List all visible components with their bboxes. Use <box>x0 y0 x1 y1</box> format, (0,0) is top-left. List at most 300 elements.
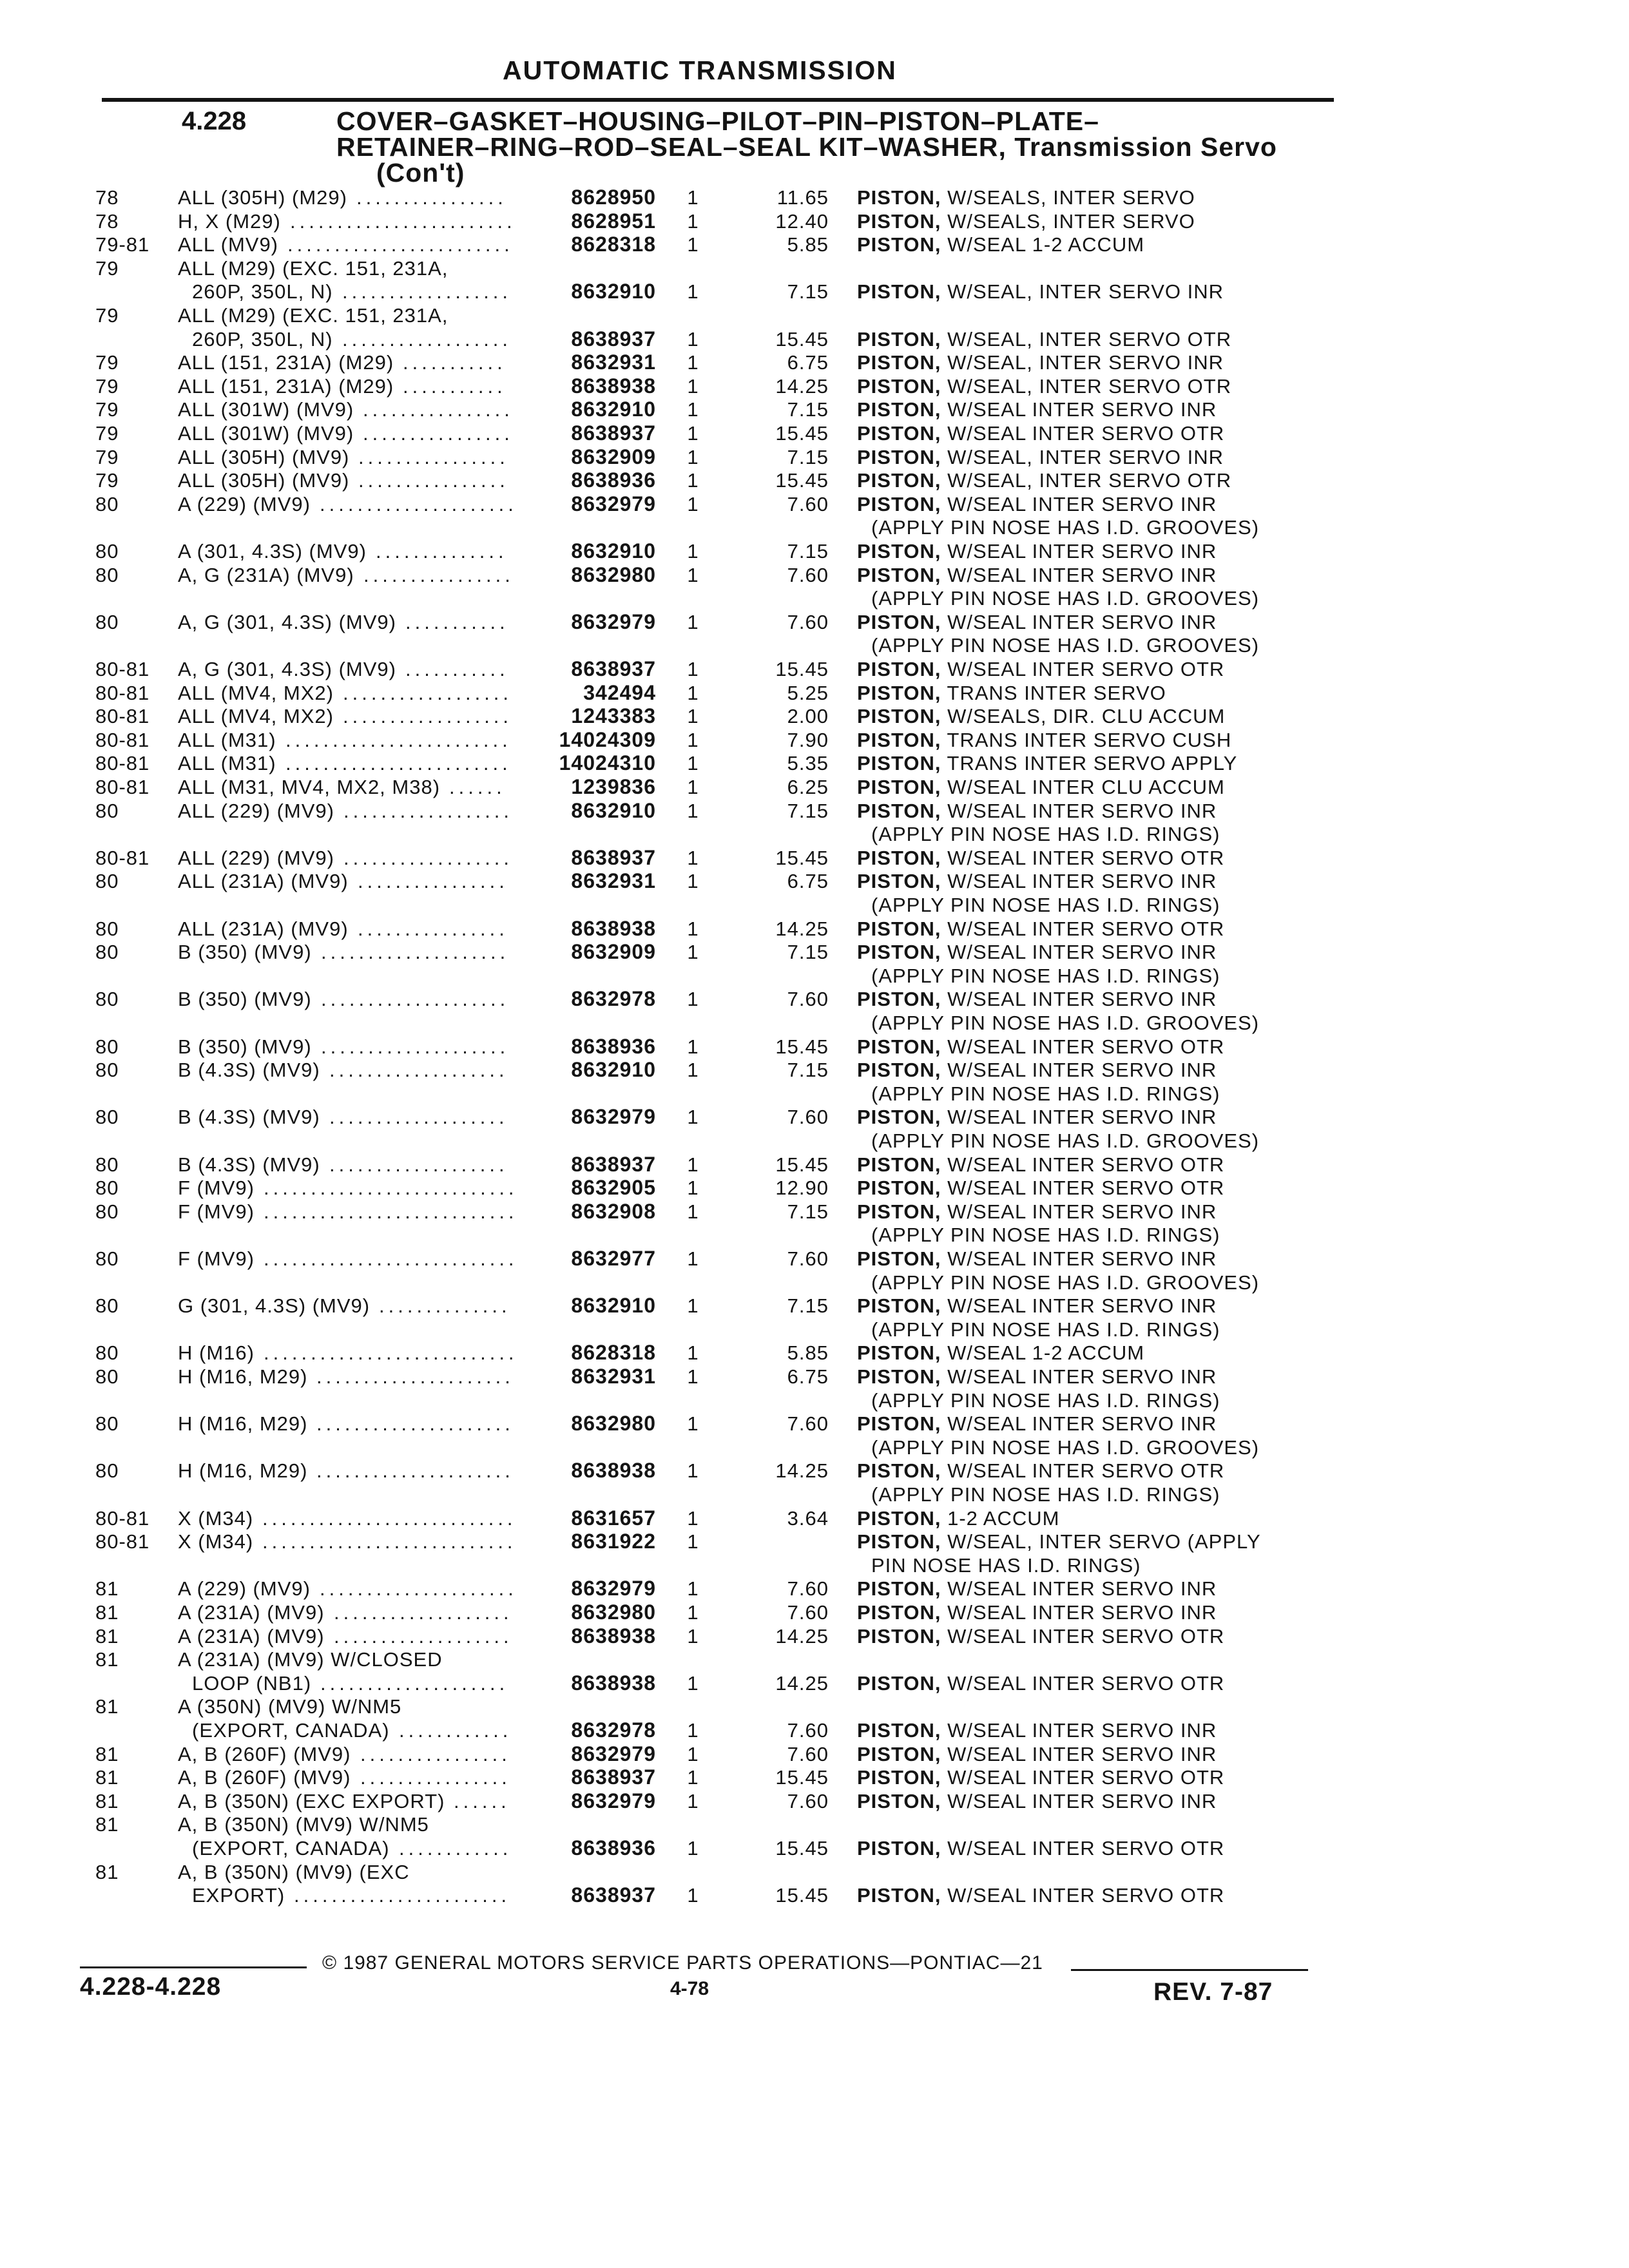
quantity: 1 <box>687 1624 699 1648</box>
application: A, G (301, 4.3S) (MV9) <box>178 658 396 680</box>
table-row <box>0 1765 1629 1789</box>
description: PISTON, W/SEAL 1-2 ACCUM <box>857 1341 1145 1365</box>
application: A, G (301, 4.3S) (MV9) <box>178 610 396 633</box>
part-number: 8632910 <box>571 1058 656 1082</box>
section-number: 4.228 <box>182 107 247 135</box>
application: A (350N) (MV9) W/NM5 <box>178 1695 402 1718</box>
price: 5.85 <box>787 1341 829 1365</box>
table-row <box>0 1718 1629 1742</box>
leader-dots: .................. <box>343 799 514 822</box>
part-number: 8632910 <box>571 398 656 421</box>
ref-number: 80 <box>95 1459 119 1483</box>
footer-rule-left <box>80 1966 307 1968</box>
quantity: 1 <box>687 1719 699 1742</box>
part-number: 8638937 <box>571 1883 656 1907</box>
ref-number: 80 <box>95 563 119 586</box>
table-row <box>0 233 1629 256</box>
quantity: 1 <box>687 398 699 421</box>
leader-dots: ........................ <box>287 233 514 256</box>
table-row <box>0 1176 1629 1200</box>
ref-number: 80-81 <box>95 658 150 680</box>
leader-dots: ................ <box>360 1766 511 1789</box>
quantity: 1 <box>687 374 699 398</box>
leader-dots: .................. <box>343 705 513 728</box>
ref-number: 80 <box>95 1177 119 1200</box>
table-row <box>0 186 1629 209</box>
table-row <box>0 351 1629 374</box>
section-title <box>336 108 1342 186</box>
table-row <box>0 1200 1629 1224</box>
price: 5.25 <box>787 681 829 704</box>
table-row <box>0 209 1629 233</box>
price: 15.45 <box>775 1766 829 1789</box>
leader-dots: ........... <box>405 658 509 680</box>
description: (APPLY PIN NOSE HAS I.D. RINGS) <box>871 1483 1220 1506</box>
application: F (MV9) <box>178 1177 255 1200</box>
application: ALL (M29) (EXC. 151, 231A, <box>178 304 448 327</box>
quantity: 1 <box>687 233 699 256</box>
application: ALL (MV4, MX2) <box>178 705 334 728</box>
table-row <box>0 492 1629 516</box>
part-number: 8638937 <box>571 1152 656 1176</box>
table-row <box>0 1294 1629 1318</box>
application: ALL (M31) <box>178 728 276 751</box>
table-row <box>0 1883 1629 1907</box>
application: F (MV9) <box>178 1247 255 1270</box>
description: PISTON, W/SEAL INTER CLU ACCUM <box>857 776 1225 798</box>
part-number: 8632910 <box>571 280 656 303</box>
quantity: 1 <box>687 1106 699 1129</box>
table-row <box>0 987 1629 1011</box>
ref-number: 80 <box>95 1365 119 1388</box>
quantity: 1 <box>687 563 699 586</box>
ref-number: 81 <box>95 1601 119 1624</box>
quantity: 1 <box>687 610 699 633</box>
price: 2.00 <box>787 705 829 728</box>
leader-dots: ............ <box>399 1719 512 1742</box>
description: PISTON, W/SEAL INTER SERVO INR <box>857 1789 1217 1812</box>
table-row <box>0 1058 1629 1082</box>
part-number: 8638938 <box>571 1624 656 1648</box>
quantity: 1 <box>687 1577 699 1600</box>
price: 14.25 <box>775 917 829 940</box>
application: ALL (MV9) <box>178 233 279 256</box>
part-number: 8638937 <box>571 657 656 680</box>
table-row <box>0 1459 1629 1483</box>
price: 6.75 <box>787 1365 829 1388</box>
part-number: 8632910 <box>571 798 656 822</box>
ref-number: 79 <box>95 398 119 421</box>
page-number: 4-78 <box>670 1978 709 1999</box>
application: A (231A) (MV9) W/CLOSED <box>178 1648 443 1671</box>
ref-number: 79 <box>95 256 119 280</box>
leader-dots: ................ <box>363 422 514 445</box>
leader-dots: ............ <box>399 1837 512 1860</box>
part-number: 8632979 <box>571 1105 656 1129</box>
description: PISTON, W/SEAL, INTER SERVO (APPLY <box>857 1530 1261 1553</box>
quantity: 1 <box>687 752 699 775</box>
table-row <box>0 1129 1629 1153</box>
quantity: 1 <box>687 445 699 468</box>
leader-dots: ................ <box>363 398 514 421</box>
table-row <box>0 1671 1629 1695</box>
price: 14.25 <box>775 1624 829 1648</box>
table-row <box>0 1695 1629 1718</box>
table-row <box>0 1530 1629 1553</box>
part-number: 8632909 <box>571 445 656 468</box>
copyright-line: © 1987 GENERAL MOTORS SERVICE PARTS OPERATIONS—PONTIAC—21 <box>322 1952 1043 1974</box>
ref-number: 79 <box>95 374 119 398</box>
description: PISTON, W/SEAL, INTER SERVO OTR <box>857 374 1232 398</box>
leader-dots: .................... <box>320 1671 509 1695</box>
ref-number: 80 <box>95 492 119 515</box>
section-title-line: RETAINER–RING–ROD–SEAL–SEAL KIT–WASHER, Transmission Servo <box>336 132 1277 162</box>
part-number: 8638936 <box>571 1034 656 1058</box>
leader-dots: ........... <box>405 610 509 633</box>
price: 7.60 <box>787 563 829 586</box>
application: A, B (260F) (MV9) <box>178 1766 351 1789</box>
application: A (231A) (MV9) <box>178 1624 325 1648</box>
ref-number: 81 <box>95 1648 119 1671</box>
part-number: 8632979 <box>571 1789 656 1812</box>
table-row <box>0 846 1629 870</box>
table-row <box>0 1836 1629 1860</box>
application: ALL (M31) <box>178 752 276 775</box>
description: (APPLY PIN NOSE HAS I.D. RINGS) <box>871 964 1220 987</box>
description: PISTON, W/SEALS, INTER SERVO <box>857 209 1195 233</box>
quantity: 1 <box>687 1742 699 1765</box>
quantity: 1 <box>687 941 699 964</box>
part-number: 8632979 <box>571 1742 656 1765</box>
table-row <box>0 280 1629 303</box>
ref-number: 80 <box>95 540 119 562</box>
part-number: 8632909 <box>571 940 656 964</box>
price: 7.15 <box>787 941 829 964</box>
table-row <box>0 1223 1629 1247</box>
price: 6.25 <box>787 776 829 798</box>
quantity: 1 <box>687 705 699 728</box>
quantity: 1 <box>687 1412 699 1436</box>
part-number: 8638937 <box>571 1765 656 1789</box>
quantity: 1 <box>687 1294 699 1318</box>
part-number: 8632978 <box>571 1718 656 1742</box>
price: 7.15 <box>787 799 829 822</box>
table-row <box>0 822 1629 846</box>
part-number: 8638937 <box>571 421 656 445</box>
table-row <box>0 1105 1629 1129</box>
ref-number: 80 <box>95 1341 119 1365</box>
table-row <box>0 681 1629 705</box>
price: 7.60 <box>787 610 829 633</box>
ref-number: 80 <box>95 610 119 633</box>
application: B (4.3S) (MV9) <box>178 1059 320 1082</box>
description: PISTON, W/SEAL INTER SERVO OTR <box>857 422 1225 445</box>
price: 11.65 <box>776 186 829 209</box>
leader-dots: .............. <box>379 1294 511 1318</box>
quantity: 1 <box>687 351 699 374</box>
description: PISTON, W/SEAL INTER SERVO OTR <box>857 658 1225 680</box>
leader-dots: ................ <box>358 917 508 940</box>
table-row <box>0 586 1629 610</box>
price: 14.25 <box>775 374 829 398</box>
ref-number: 81 <box>95 1766 119 1789</box>
part-number: 8632910 <box>571 539 656 562</box>
ref-number: 80 <box>95 870 119 893</box>
quantity: 1 <box>687 1837 699 1860</box>
quantity: 1 <box>687 1459 699 1483</box>
part-number: 8638938 <box>571 1459 656 1483</box>
description: (APPLY PIN NOSE HAS I.D. GROOVES) <box>871 587 1260 610</box>
leader-dots: ................... <box>334 1601 513 1624</box>
price: 7.60 <box>787 988 829 1011</box>
application: ALL (229) (MV9) <box>178 799 334 822</box>
price: 7.15 <box>787 398 829 421</box>
description: PISTON, W/SEAL INTER SERVO INR <box>857 1365 1217 1388</box>
quantity: 1 <box>687 658 699 680</box>
table-row <box>0 1812 1629 1836</box>
leader-dots: ................... <box>329 1106 508 1129</box>
quantity: 1 <box>687 799 699 822</box>
quantity: 1 <box>687 1365 699 1388</box>
application: ALL (231A) (MV9) <box>178 870 349 893</box>
application: ALL (301W) (MV9) <box>178 398 354 421</box>
leader-dots: ...... <box>454 1789 510 1812</box>
quantity: 1 <box>687 1601 699 1624</box>
description: PISTON, W/SEAL INTER SERVO INR <box>857 1059 1217 1082</box>
quantity: 1 <box>687 1884 699 1907</box>
top-rule <box>102 98 1334 102</box>
leader-dots: ..................... <box>320 492 517 515</box>
price: 7.60 <box>787 1789 829 1812</box>
table-row <box>0 1436 1629 1459</box>
leader-dots: ..................... <box>316 1365 514 1388</box>
table-row <box>0 940 1629 964</box>
application: A, B (350N) (EXC EXPORT) <box>178 1789 445 1812</box>
table-row <box>0 1624 1629 1648</box>
price: 15.45 <box>775 469 829 492</box>
description: PISTON, TRANS INTER SERVO <box>857 681 1166 704</box>
quantity: 1 <box>687 1200 699 1223</box>
price: 7.60 <box>787 492 829 515</box>
leader-dots: ........................... <box>264 1247 518 1270</box>
price: 12.90 <box>775 1177 829 1200</box>
ref-number: 80 <box>95 1106 119 1129</box>
quantity: 1 <box>687 1177 699 1200</box>
table-row <box>0 893 1629 917</box>
application: G (301, 4.3S) (MV9) <box>178 1294 371 1318</box>
description: PISTON, W/SEAL INTER SERVO INR <box>857 398 1217 421</box>
leader-dots: ................ <box>360 1742 511 1765</box>
quantity: 1 <box>687 186 699 209</box>
ref-number: 81 <box>95 1577 119 1600</box>
description: PISTON, W/SEAL INTER SERVO INR <box>857 610 1217 633</box>
price: 7.15 <box>787 1059 829 1082</box>
description: PISTON, W/SEAL INTER SERVO OTR <box>857 846 1225 869</box>
part-number: 8632980 <box>571 1412 656 1436</box>
quantity: 1 <box>687 492 699 515</box>
application: ALL (301W) (MV9) <box>178 422 354 445</box>
ref-number: 80-81 <box>95 1530 150 1553</box>
price: 7.15 <box>787 280 829 303</box>
ref-number: 80 <box>95 1247 119 1270</box>
leader-dots: ........................... <box>264 1177 518 1200</box>
application: B (350) (MV9) <box>178 941 312 964</box>
quantity: 1 <box>687 870 699 893</box>
description: PISTON, W/SEAL INTER SERVO INR <box>857 1577 1217 1600</box>
leader-dots: ................... <box>329 1059 508 1082</box>
application: H (M16, M29) <box>178 1412 308 1436</box>
ref-number: 81 <box>95 1813 119 1836</box>
application: A (229) (MV9) <box>178 1577 311 1600</box>
quantity: 1 <box>687 1059 699 1082</box>
part-number: 8638937 <box>571 327 656 351</box>
part-number: 1239836 <box>571 775 656 798</box>
ref-number: 80 <box>95 1153 119 1176</box>
description: (APPLY PIN NOSE HAS I.D. GROOVES) <box>871 1271 1260 1294</box>
part-number: 342494 <box>583 680 656 704</box>
part-number: 8638936 <box>571 1836 656 1860</box>
ref-number: 78 <box>95 186 119 209</box>
part-number: 8632980 <box>571 562 656 586</box>
application: A (229) (MV9) <box>178 492 311 515</box>
leader-dots: .................. <box>343 846 514 869</box>
description: PISTON, W/SEAL, INTER SERVO INR <box>857 445 1224 468</box>
quantity: 1 <box>687 846 699 869</box>
description: PISTON, W/SEAL INTER SERVO INR <box>857 563 1217 586</box>
ref-number: 79 <box>95 469 119 492</box>
application: B (4.3S) (MV9) <box>178 1106 320 1129</box>
price: 7.60 <box>787 1742 829 1765</box>
quantity: 1 <box>687 1671 699 1695</box>
table-row <box>0 1577 1629 1600</box>
footer-rule-right <box>1071 1969 1308 1971</box>
part-number: 8632908 <box>571 1199 656 1223</box>
ref-number: 80-81 <box>95 752 150 775</box>
description: PISTON, W/SEAL INTER SERVO INR <box>857 1742 1217 1765</box>
table-row <box>0 1742 1629 1766</box>
description: PISTON, W/SEAL INTER SERVO OTR <box>857 1837 1225 1860</box>
table-row <box>0 398 1629 421</box>
description: (APPLY PIN NOSE HAS I.D. GROOVES) <box>871 516 1260 539</box>
description: PISTON, W/SEAL INTER SERVO INR <box>857 1601 1217 1624</box>
ref-number: 80 <box>95 1200 119 1223</box>
application: ALL (305H) (MV9) <box>178 469 350 492</box>
ref-number: 78 <box>95 209 119 233</box>
table-row <box>0 539 1629 563</box>
part-number: 8632979 <box>571 492 656 515</box>
quantity: 1 <box>687 422 699 445</box>
application: X (M34) <box>178 1506 254 1530</box>
part-number: 8638938 <box>571 916 656 940</box>
ref-number: 81 <box>95 1624 119 1648</box>
quantity: 1 <box>687 1035 699 1058</box>
quantity: 1 <box>687 327 699 351</box>
part-number: 8632977 <box>571 1247 656 1270</box>
price: 5.85 <box>787 233 829 256</box>
part-number: 8638936 <box>571 468 656 492</box>
table-row <box>0 445 1629 469</box>
description: PISTON, W/SEAL INTER SERVO INR <box>857 1106 1217 1129</box>
leader-dots: ...... <box>449 776 506 798</box>
table-row <box>0 515 1629 539</box>
application: ALL (229) (MV9) <box>178 846 334 869</box>
table-row <box>0 1553 1629 1577</box>
part-number: 8632979 <box>571 1577 656 1600</box>
quantity: 1 <box>687 1153 699 1176</box>
description: PISTON, W/SEAL INTER SERVO INR <box>857 492 1217 515</box>
table-row <box>0 728 1629 752</box>
table-row <box>0 1341 1629 1365</box>
application: H (M16, M29) <box>178 1365 308 1388</box>
table-row <box>0 421 1629 445</box>
price: 7.60 <box>787 1106 829 1129</box>
description: PISTON, W/SEAL INTER SERVO INR <box>857 540 1217 562</box>
table-row <box>0 657 1629 681</box>
application: 260P, 350L, N) <box>192 327 333 351</box>
part-number: 8638938 <box>571 1671 656 1695</box>
table-row <box>0 1600 1629 1624</box>
description: (APPLY PIN NOSE HAS I.D. RINGS) <box>871 823 1220 846</box>
ref-number: 79 <box>95 422 119 445</box>
part-number: 8632980 <box>571 1600 656 1624</box>
quantity: 1 <box>687 280 699 303</box>
description: PISTON, W/SEAL INTER SERVO OTR <box>857 917 1225 940</box>
application: ALL (M31, MV4, MX2, M38) <box>178 776 441 798</box>
leader-dots: ........... <box>403 374 506 398</box>
leader-dots: ..................... <box>320 1577 517 1600</box>
quantity: 1 <box>687 776 699 798</box>
table-row <box>0 1035 1629 1059</box>
price: 7.60 <box>787 1247 829 1270</box>
description: PISTON, W/SEALS, DIR. CLU ACCUM <box>857 705 1226 728</box>
price: 15.45 <box>775 327 829 351</box>
table-row <box>0 704 1629 728</box>
application: H, X (M29) <box>178 209 281 233</box>
price: 15.45 <box>775 846 829 869</box>
ref-number: 80 <box>95 1412 119 1436</box>
table-row <box>0 775 1629 799</box>
table-row <box>0 964 1629 988</box>
quantity: 1 <box>687 988 699 1011</box>
leader-dots: ................ <box>356 186 507 209</box>
description: PISTON, W/SEAL, INTER SERVO INR <box>857 280 1224 303</box>
price: 14.25 <box>775 1671 829 1695</box>
application: ALL (MV4, MX2) <box>178 681 334 704</box>
application: ALL (M29) (EXC. 151, 231A, <box>178 256 448 280</box>
application: A, B (350N) (MV9) (EXC <box>178 1860 410 1883</box>
description: (APPLY PIN NOSE HAS I.D. GROOVES) <box>871 1436 1260 1459</box>
quantity: 1 <box>687 469 699 492</box>
leader-dots: ........................ <box>285 752 512 775</box>
description: (APPLY PIN NOSE HAS I.D. GROOVES) <box>871 1012 1260 1034</box>
section-range: 4.228-4.228 <box>80 1973 222 2001</box>
table-row <box>0 1483 1629 1506</box>
table-row <box>0 917 1629 941</box>
description: (APPLY PIN NOSE HAS I.D. GROOVES) <box>871 634 1260 657</box>
table-row <box>0 563 1629 587</box>
description: PISTON, W/SEAL INTER SERVO INR <box>857 1719 1217 1742</box>
description: PISTON, W/SEAL INTER SERVO OTR <box>857 1766 1225 1789</box>
table-row <box>0 1389 1629 1412</box>
part-number: 8631657 <box>571 1506 656 1530</box>
leader-dots: ................ <box>358 870 508 893</box>
part-number: 8632931 <box>571 351 656 374</box>
description: PISTON, W/SEAL, INTER SERVO OTR <box>857 327 1232 351</box>
ref-number: 81 <box>95 1860 119 1883</box>
leader-dots: .................... <box>321 941 510 964</box>
application: ALL (151, 231A) (M29) <box>178 351 394 374</box>
ref-number: 80-81 <box>95 705 150 728</box>
